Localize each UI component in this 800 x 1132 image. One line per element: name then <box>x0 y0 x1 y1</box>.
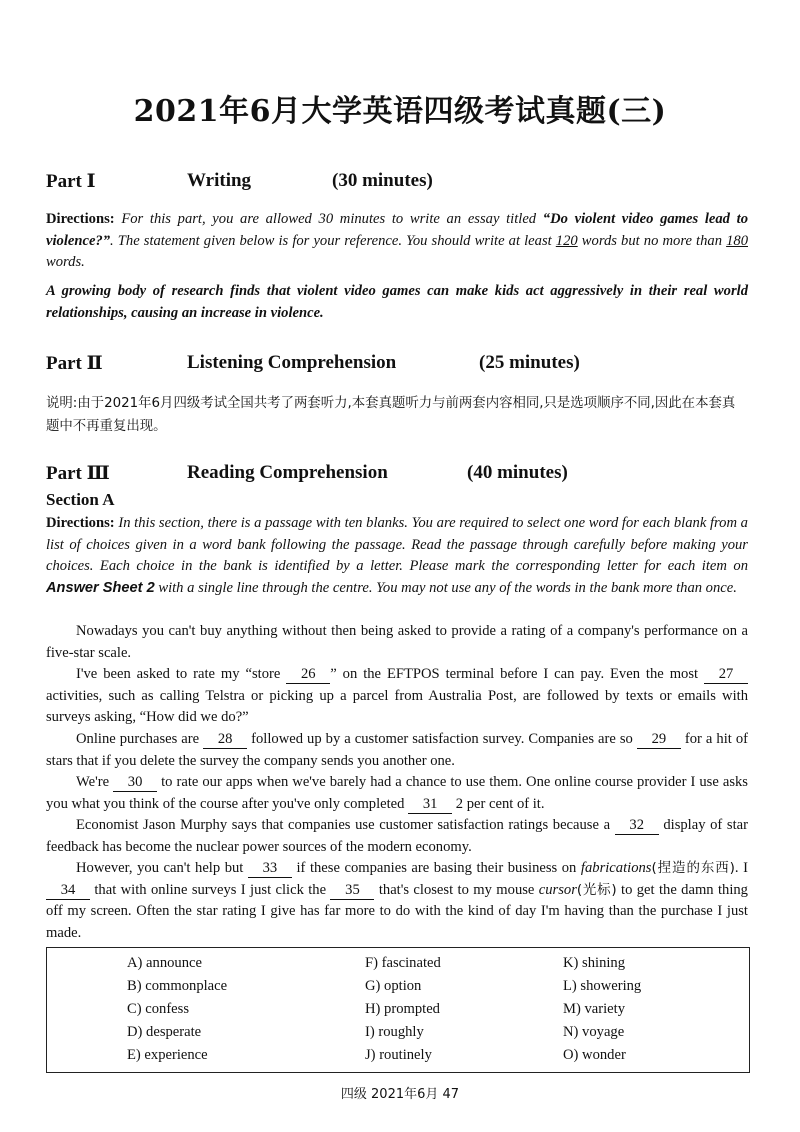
word-bank-item: N) voyage <box>563 1024 625 1040</box>
part-2-name: Listening Comprehension <box>187 352 397 373</box>
blank-33: 33 <box>248 860 292 878</box>
part-3-time: (40 minutes) <box>467 462 568 483</box>
word-bank-item: H) prompted <box>365 1001 440 1017</box>
directions-label: Directions: <box>46 211 115 227</box>
passage-paragraph-4: We're 30 to rate our apps when we've barely had a chance to use them. One online course provider I use asks you what you think of the course after you've only completed 31 2 per cent of it. <box>46 774 748 812</box>
word-bank-item: C) confess <box>127 1001 190 1017</box>
part-1-name: Writing <box>187 170 252 191</box>
word-bank-item: B) commonplace <box>127 978 228 994</box>
word-bank-item: F) fascinated <box>365 955 441 971</box>
part-1-directions: Directions: For this part, you are allowed 30 minutes to write an essay titled “Do violent video games lead to violence?”. The statement given below is for your reference. You should write at least 120 words but no more than 180 words. <box>46 211 748 270</box>
gloss-fabrications: fabrications <box>580 860 652 876</box>
section-a-heading: Section A <box>46 490 115 509</box>
essay-title: “Do violent video games lead to violence?” <box>46 211 748 249</box>
part-1-time: (30 minutes) <box>332 170 433 191</box>
word-bank-column-1 <box>127 952 227 1067</box>
blank-29: 29 <box>637 731 681 749</box>
passage-paragraph-6: However, you can't help but 33 if these companies are basing their business on fabrications(捏造的东西). I 34 that with online surveys I just click the 35 that's closest to my mouse cursor(光标) to get the damn thing off my screen. Often the star rating I give has far more to do with the kind of day I'm having than the purchase I just made. <box>46 860 748 941</box>
blank-30: 30 <box>113 774 157 792</box>
passage-paragraph-3: Online purchases are 28 followed up by a customer satisfaction survey. Companies are so 29 for a hit of stars that if you delete the survey the company sends you another one. <box>46 731 748 769</box>
page-title: 2021年6月大学英语四级考试真题(三) <box>133 94 667 129</box>
word-bank-column-3 <box>563 952 641 1067</box>
gloss-cursor-cn: (光标) <box>576 881 617 898</box>
word-bank-item: K) shining <box>563 955 626 971</box>
word-bank-column-2 <box>365 952 441 1067</box>
word-bank-item: M) variety <box>563 1001 626 1017</box>
part-3-name: Reading Comprehension <box>187 462 388 483</box>
essay-statement: A growing body of research finds that violent video games can make kids act aggressively in their real world relationships, causing an increase in violence. <box>46 283 748 321</box>
blank-27: 27 <box>704 666 748 684</box>
word-bank-item: E) experience <box>127 1047 208 1063</box>
word-bank-item: A) announce <box>127 955 202 971</box>
part-2-label: Part Ⅱ <box>46 353 103 374</box>
word-bank <box>46 947 750 1073</box>
word-bank-item: D) desperate <box>127 1024 202 1040</box>
directions-label: Directions: <box>46 515 115 531</box>
part-3-directions: Directions: In this section, there is a passage with ten blanks. You are required to select one word for each blank from a list of choices given in a word bank following the passage. Read the passage through carefully before making your choices. Each choice in the bank is identified by a letter. Please mark the corresponding letter for each item on Answer Sheet 2 with a single line through the centre. You may not use any of the words in the bank more than once. <box>46 515 748 596</box>
word-bank-item: I) roughly <box>365 1024 424 1040</box>
min-words: 120 <box>555 232 578 249</box>
word-bank-item: G) option <box>365 978 422 994</box>
gloss-cursor: cursor <box>538 881 577 898</box>
blank-35: 35 <box>330 882 374 900</box>
blank-28: 28 <box>203 731 247 749</box>
listening-note: 说明:由于2021年6月四级考试全国共考了两套听力,本套真题听力与前两套内容相同,只是选项顺序不同,因此在本套真题中不再重复出现。 <box>46 396 736 434</box>
word-bank-item: J) routinely <box>365 1047 432 1063</box>
max-words: 180 <box>726 232 748 249</box>
blank-31: 31 <box>408 796 452 814</box>
passage-paragraph-1: Nowadays you can't buy anything without then being asked to provide a rating of a company's performance on a five-star scale. <box>46 623 748 661</box>
part-2-time: (25 minutes) <box>479 352 580 373</box>
answer-sheet-label: Answer Sheet 2 <box>46 579 155 596</box>
blank-32: 32 <box>615 817 659 835</box>
passage-paragraph-5: Economist Jason Murphy says that companies use customer satisfaction ratings because a 32 display of star feedback has become the nuclear power sources of the modern economy. <box>46 817 748 855</box>
part-3-label: Part Ⅲ <box>46 463 110 484</box>
page-footer: 四级 2021年6月 47 <box>340 1087 460 1102</box>
passage-paragraph-2: I've been asked to rate my “store 26 ” on the EFTPOS terminal before I can pay. Even the most 27 activities, such as calling Telstra or picking up a parcel from Australia Post, are followed by texts or emails with surveys asking, “How did we do?” <box>46 666 748 725</box>
word-bank-item: O) wonder <box>563 1047 626 1063</box>
blank-34: 34 <box>46 882 90 900</box>
word-bank-item: L) showering <box>563 978 642 994</box>
blank-26: 26 <box>286 666 330 684</box>
gloss-fabrications-cn: (捏造的东西) <box>651 860 735 876</box>
part-1-label: Part Ⅰ <box>46 171 96 192</box>
